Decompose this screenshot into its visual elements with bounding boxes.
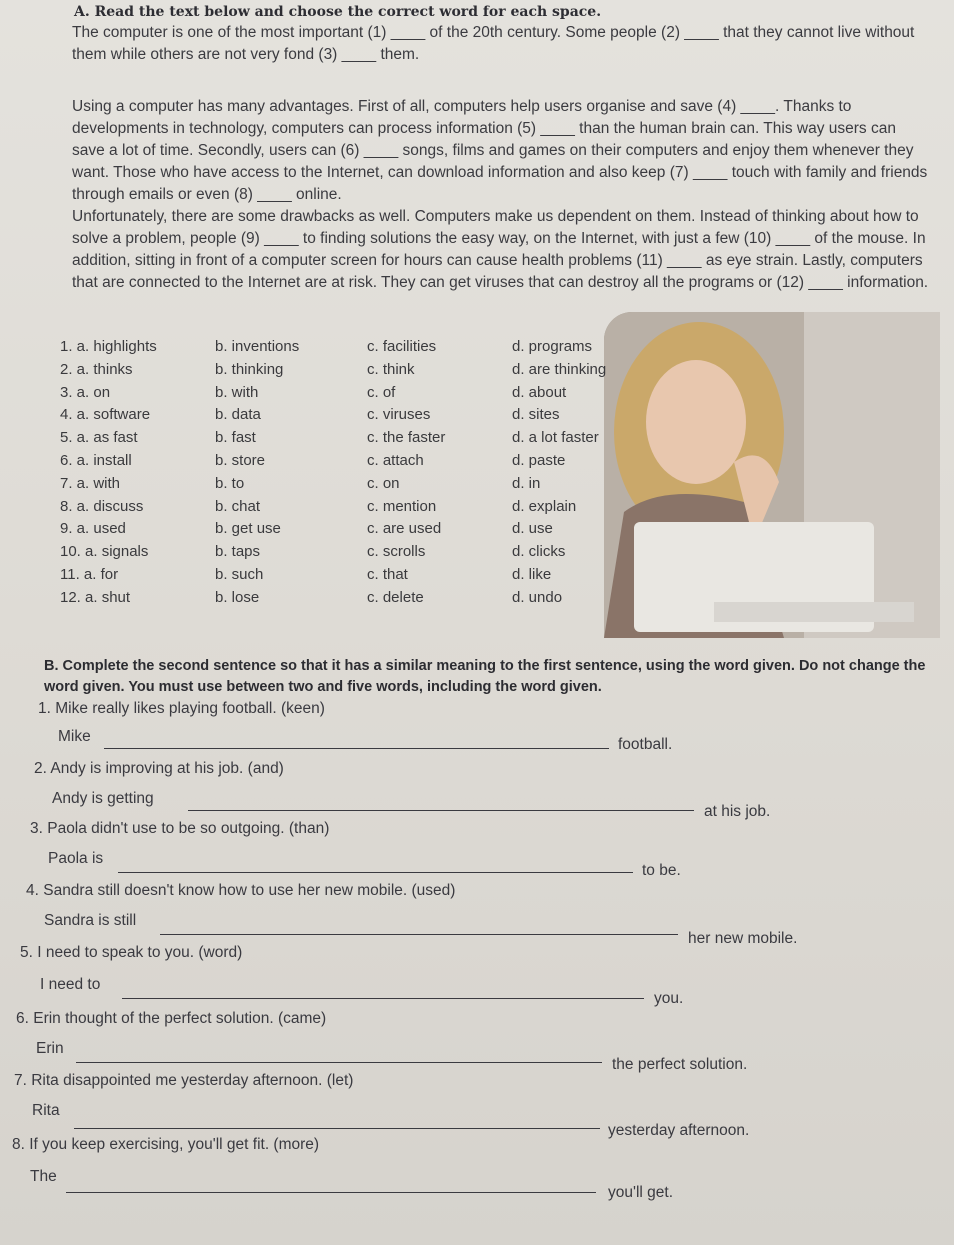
option: 4. a. software <box>60 406 151 424</box>
option: 8. a. discuss <box>60 497 144 515</box>
option: 9. a. used <box>60 520 126 538</box>
option: b. taps <box>215 543 261 561</box>
sentence-start: Paola is <box>48 850 104 867</box>
option: d. use <box>512 520 553 538</box>
option: c. are used <box>367 520 442 538</box>
option: c. viruses <box>367 406 431 424</box>
option-row <box>60 589 640 612</box>
option: c. delete <box>367 588 424 606</box>
option: d. explain <box>512 497 577 515</box>
option: 3. a. on <box>60 383 111 401</box>
option: b. fast <box>215 429 256 447</box>
option: 1. a. highlights <box>60 338 157 355</box>
sentence-start: The <box>30 1168 57 1185</box>
option: d. about <box>512 383 567 401</box>
option: c. on <box>367 474 400 492</box>
option-row <box>60 498 640 521</box>
option: c. facilities <box>367 338 437 355</box>
sentence-start: Andy is getting <box>52 790 154 807</box>
option: 6. a. install <box>60 451 132 469</box>
option: b. inventions <box>215 338 300 355</box>
woman-with-laptop-photo <box>604 312 940 638</box>
option: c. that <box>367 565 408 583</box>
option: b. lose <box>215 588 260 606</box>
option: c. mention <box>367 497 437 515</box>
option-row <box>60 452 640 475</box>
option: b. data <box>215 406 261 424</box>
option: b. with <box>215 383 259 401</box>
option: d. undo <box>512 588 563 606</box>
answer-options-table <box>60 338 640 612</box>
answer-line[interactable] <box>66 1192 596 1193</box>
option: b. thinking <box>215 360 284 378</box>
sentence-end: at his job. <box>704 803 771 820</box>
option: 7. a. with <box>60 474 121 492</box>
rewrite-question: 2. Andy is improving at his job. (and) <box>34 760 284 777</box>
paragraph-3: Unfortunately, there are some drawbacks as well. Computers make us dependent on them. Instead of thinking about how to solve a problem, people (9) ____ to finding solutions the easy way, on the Internet, with just a few (10) ____ of the mouse. In addition, sitting in front of a computer screen for hours can cause health problems (11) ____ as eye strain. Lastly, computers that are connected to the Internet are at risk. They can get viruses that can destroy all the programs or (12) ____ information. <box>72 208 929 291</box>
sentence-end: football. <box>618 736 673 753</box>
option-row <box>60 475 640 498</box>
option-row <box>60 406 640 429</box>
option: b. get use <box>215 520 281 538</box>
option: 5. a. as fast <box>60 429 138 447</box>
option: d. clicks <box>512 543 566 561</box>
option: c. think <box>367 360 415 378</box>
option: c. scrolls <box>367 543 426 561</box>
option: d. paste <box>512 451 566 469</box>
option: d. like <box>512 565 552 583</box>
answer-line[interactable] <box>122 998 644 999</box>
sentence-start: I need to <box>40 976 101 993</box>
option-row <box>60 384 640 407</box>
sentence-start: Rita <box>32 1102 60 1119</box>
option: 2. a. thinks <box>60 360 133 378</box>
answer-line[interactable] <box>118 872 633 873</box>
option: 10. a. signals <box>60 543 149 561</box>
option: d. programs <box>512 338 593 355</box>
sentence-end: her new mobile. <box>688 930 798 947</box>
sentence-start: Mike <box>58 728 91 745</box>
sentence-end: you'll get. <box>608 1184 673 1201</box>
part-a-heading: A. Read the text below and choose the correct word for each space. <box>74 4 602 20</box>
answer-line[interactable] <box>160 934 678 935</box>
option: b. store <box>215 451 266 469</box>
option-row <box>60 338 640 361</box>
option: d. a lot faster <box>512 429 599 447</box>
option: d. in <box>512 474 541 492</box>
answer-line[interactable] <box>76 1062 602 1063</box>
rewrite-question: 8. If you keep exercising, you'll get fit. (more) <box>12 1136 320 1153</box>
sentence-end: the perfect solution. <box>612 1056 748 1073</box>
option: b. to <box>215 474 245 492</box>
answer-line[interactable] <box>104 748 609 749</box>
option: c. the faster <box>367 429 446 447</box>
rewrite-question: 3. Paola didn't use to be so outgoing. (than) <box>30 820 330 837</box>
rewrite-question: 4. Sandra still doesn't know how to use her new mobile. (used) <box>26 882 456 899</box>
option: 11. a. for <box>60 565 119 583</box>
option: d. are thinking <box>512 360 607 378</box>
paragraph-1: The computer is one of the most important (1) ____ of the 20th century. Some people (2) ____ that they cannot live without them while others are not very fond (3) ____ them. <box>72 24 915 63</box>
rewrite-question: 5. I need to speak to you. (word) <box>20 944 243 961</box>
rewrite-question: 6. Erin thought of the perfect solution. (came) <box>16 1010 327 1027</box>
option: d. sites <box>512 406 560 424</box>
option-row <box>60 429 640 452</box>
answer-line[interactable] <box>188 810 694 811</box>
sentence-end: to be. <box>642 862 681 879</box>
option: c. attach <box>367 451 424 469</box>
sentence-start: Sandra is still <box>44 912 137 929</box>
sentence-start: Erin <box>36 1040 64 1057</box>
rewrite-question: 7. Rita disappointed me yesterday afternoon. (let) <box>14 1072 354 1089</box>
option: c. of <box>367 383 396 401</box>
option: b. chat <box>215 497 261 515</box>
part-b-heading: B. Complete the second sentence so that it has a similar meaning to the first sentence, using the word given. Do not change the word given. You must use between two and five words, including the word given. <box>44 658 926 695</box>
option-row <box>60 566 640 589</box>
option-row <box>60 520 640 543</box>
answer-line[interactable] <box>74 1128 600 1129</box>
paragraph-2: Using a computer has many advantages. First of all, computers help users organise and save (4) ____. Thanks to developments in technology, computers can process information (5) ____ than the human brain can. This way users can save a lot of time. Secondly, users can (6) ____ songs, films and games on their computers and enjoy them whenever they want. Those who have access to the Internet, can download information and also keep (7) ____ touch with family and friends through emails or even (8) ____ online. <box>72 98 928 203</box>
sentence-end: you. <box>654 990 684 1007</box>
rewrite-question: 1. Mike really likes playing football. (keen) <box>38 700 325 717</box>
option-row <box>60 543 640 566</box>
sentence-end: yesterday afternoon. <box>608 1122 750 1139</box>
option: 12. a. shut <box>60 588 131 606</box>
option: b. such <box>215 565 264 583</box>
option-row <box>60 361 640 384</box>
